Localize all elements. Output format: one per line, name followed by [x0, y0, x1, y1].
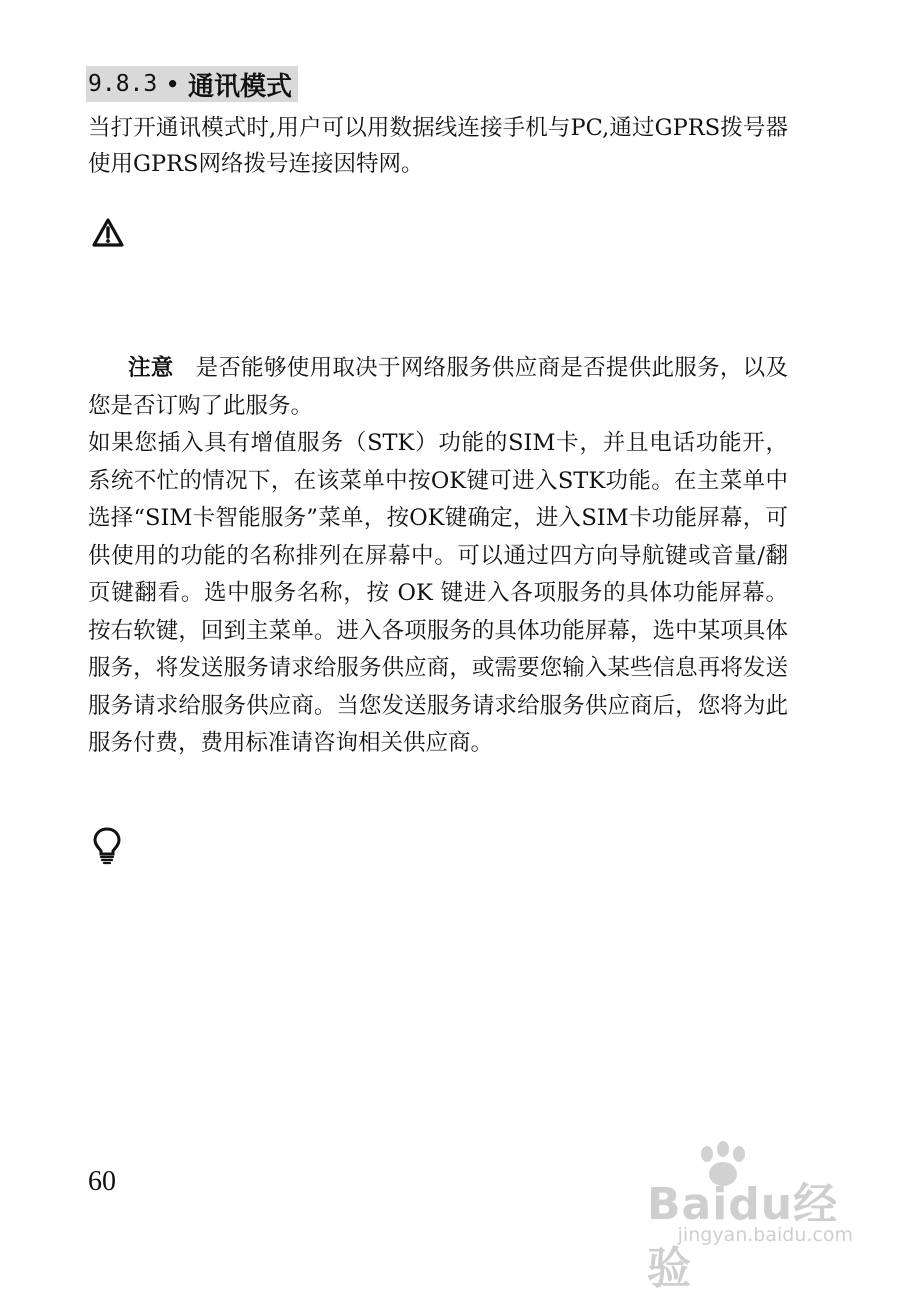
page-number: 60: [88, 1166, 116, 1197]
watermark-brand: Baidu经验: [647, 1179, 839, 1294]
section-number: 9.8.3: [88, 71, 158, 97]
intro-paragraph: 当打开通讯模式时,用户可以用数据线连接手机与PC,通过GPRS拨号器使用GPRS网络拨号连接因特网。: [88, 115, 788, 177]
watermark-url: jingyan.baidu.com: [677, 1224, 853, 1246]
note-text: 是否能够使用取决于网络服务供应商是否提供此服务，以及您是否订购了此服务。: [88, 355, 788, 419]
note-block: [88, 350, 788, 763]
note-body: 如果您插入具有增值服务（STK）功能的SIM卡，并且电话功能开，系统不忙的情况下，在该菜单中按OK键可进入STK功能。在主菜单中选择“SIM卡智能服务”菜单，按OK键确定，进入SIM卡功能屏幕，可供使用的功能的名称排列在屏幕中。可以通过四方向导航键或音量/翻页键翻看。选中服务名称，按 OK 键进入各项服务的具体功能屏幕。按右软键，回到主菜单。进入各项服务的具体功能屏幕，选中某项具体服务，将发送服务请求给服务供应商，或需要您输入某些信息再将发送服务请求给服务供应商。当您发送服务请求给服务供应商后，您将为此服务付费，费用标准请咨询相关供应商。: [88, 430, 788, 756]
section-title: 通讯模式: [188, 71, 293, 102]
lightbulb-icon: [92, 826, 122, 866]
section-heading: [86, 66, 298, 102]
section-bullet: •: [165, 69, 180, 99]
baidu-watermark: [647, 1140, 857, 1294]
warning-triangle-icon: [92, 218, 124, 248]
note-label: 注意: [128, 355, 174, 381]
